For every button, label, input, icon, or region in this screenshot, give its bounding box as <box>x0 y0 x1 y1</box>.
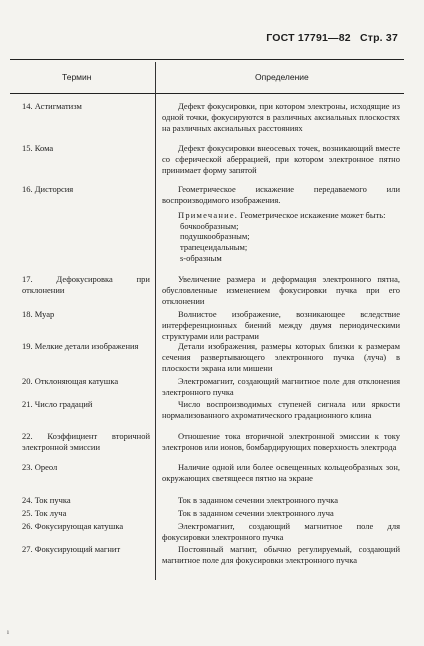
note-text: Геометрическое искажение может быть: <box>240 210 386 220</box>
definition-cell: Дефект фокусировки, при котором электроны, исходящие из одной точки, фокусируются в различных аксиальных плоскостях на различных аксиальных расстояниях <box>162 101 400 133</box>
definition-cell: Наличие одной или более освещенных кольцеобразных зон, окружающих светящееся пятно на экране <box>162 462 400 483</box>
definition-cell: Электромагнит, создающий магнитное поле для фокусировки электронного пучка <box>162 521 400 542</box>
definition-cell: Детали изображения, размеры которых близки к размерам сечения развертывающего электронного пучка (луча) в плоскости экрана или мишени <box>162 341 400 373</box>
table-top-rule <box>10 59 404 60</box>
definition-cell: Ток в заданном сечении электронного пучка <box>178 495 339 505</box>
note-item: s-образным <box>180 252 222 263</box>
definition-cell: Увеличение размера и деформация электронного пятна, обусловленные изменением фокусировки пучка при его отклонении <box>162 274 400 306</box>
term-cell: 19. Мелкие детали изображения <box>22 341 139 351</box>
margin-speck: ı <box>7 628 9 636</box>
term-cell: 17. Дефокусировка при отклонении <box>22 274 150 295</box>
definition-cell: Дефект фокусировки внеосевых точек, возникающий вместе со сферической аберрацией, при котором электронное пятно принимает форму запятой <box>162 143 400 175</box>
definition-cell: Электромагнит, создающий магнитное поле для отклонения электронного пучка <box>162 376 400 397</box>
table-header-rule <box>10 93 404 94</box>
definition-cell: Волнистое изображение, возникающее вследствие интерференционных биений между двумя периодическими структурами или растрами <box>162 309 400 341</box>
page-header <box>266 32 398 44</box>
term-cell: 21. Число градаций <box>22 399 93 409</box>
column-header-definition: Определение <box>255 72 309 82</box>
note-label: Примечание. <box>178 210 239 220</box>
term-cell: 15. Кома <box>22 143 54 153</box>
term-cell: 20. Отклоняющая катушка <box>22 376 119 386</box>
term-cell: 25. Ток луча <box>22 508 67 518</box>
note-item: трапецеидальным; <box>180 241 248 252</box>
term-cell: 18. Муар <box>22 309 55 319</box>
term-cell: 14. Астигматизм <box>22 101 82 111</box>
definition-cell: Ток в заданном сечении электронного луча <box>178 508 334 518</box>
column-header-term: Термин <box>62 72 92 82</box>
standard-number: ГОСТ 17791—82 <box>266 32 351 44</box>
term-cell: 26. Фокусирующая катушка <box>22 521 124 531</box>
note-item: бочкообразным; <box>180 220 239 231</box>
page-number: Стр. 37 <box>359 32 398 44</box>
column-divider <box>155 62 156 580</box>
term-cell: 22. Коэффициент вторичной электронной эмиссии <box>22 431 150 452</box>
term-cell: 23. Ореол <box>22 462 58 472</box>
definition-cell: Геометрическое искажение передаваемого или воспроизводимого изображения. <box>162 184 400 205</box>
term-cell: 16. Дисторсия <box>22 184 74 194</box>
definition-cell: Постоянный магнит, обычно регулируемый, создающий магнитное поле для фокусировки электронного пучка <box>162 544 400 565</box>
term-cell: 27. Фокусирующий магнит <box>22 544 121 554</box>
definition-cell: Отношение тока вторичной электронной эмиссии к току электронов или ионов, бомбардирующих поверхность электрода <box>162 431 400 452</box>
definition-cell: Число воспроизводимых ступеней сигнала или яркости нормализованного ахроматического градационного клина <box>162 399 400 420</box>
note-item: подушкообразным; <box>180 231 250 242</box>
term-cell: 24. Ток пучка <box>22 495 71 505</box>
